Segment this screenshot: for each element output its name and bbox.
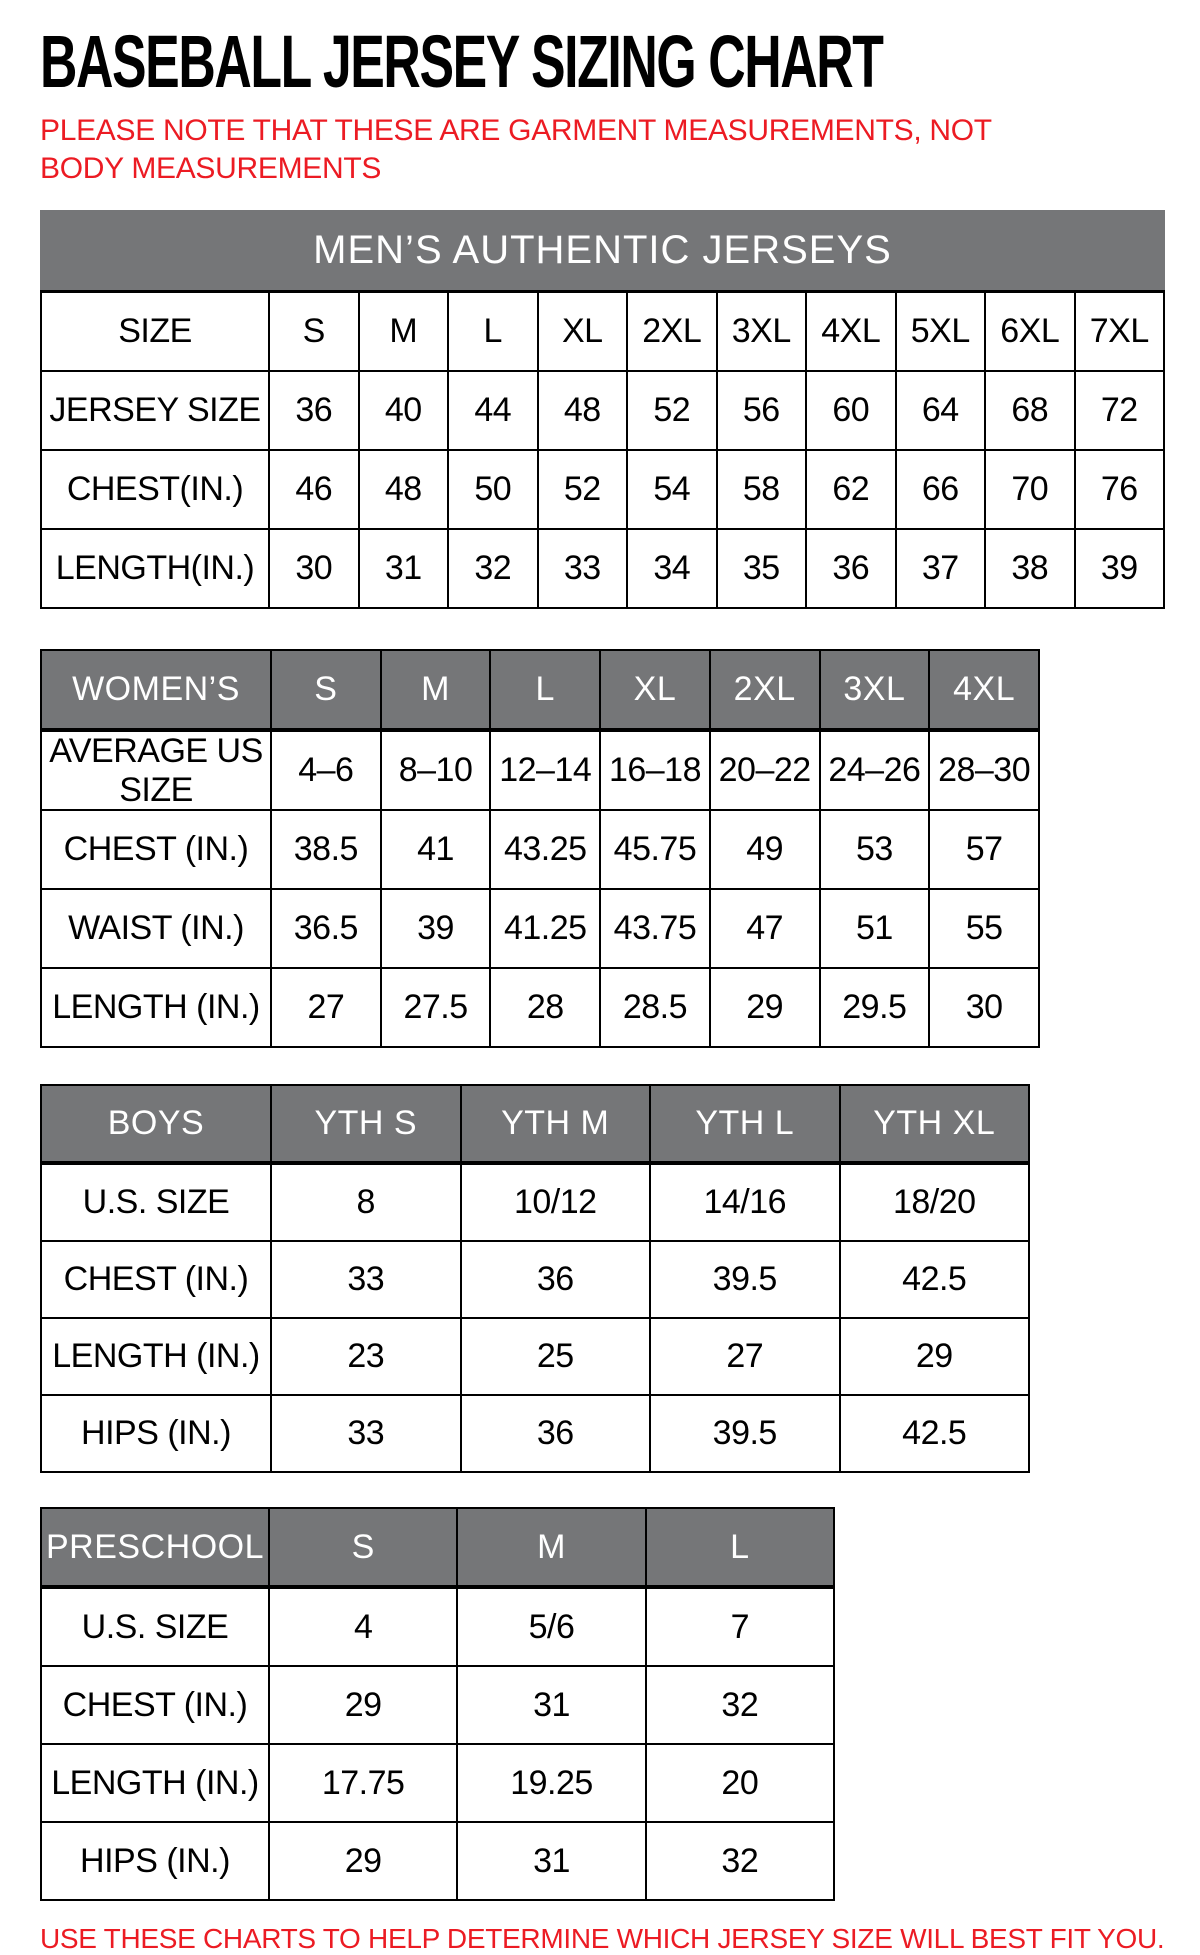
page-title-wrap (40, 20, 1180, 103)
table-cell: 27.5 (381, 968, 491, 1047)
row-label: JERSEY SIZE (41, 371, 269, 450)
row-label: CHEST(IN.) (41, 450, 269, 529)
column-header-cell: S (271, 650, 381, 730)
table-cell: 42.5 (840, 1395, 1030, 1472)
table-row (41, 1666, 834, 1744)
table-cell: 4–6 (271, 730, 381, 810)
preschool-section (40, 1507, 1180, 1901)
table-cell: 40 (359, 371, 449, 450)
table-cell: 6XL (985, 292, 1075, 372)
table-cell: 66 (896, 450, 986, 529)
table-header-row (41, 1508, 834, 1587)
table-cell: 56 (717, 371, 807, 450)
table-cell: 39 (1075, 529, 1165, 608)
table-cell: L (448, 292, 538, 372)
table-cell: 7XL (1075, 292, 1165, 372)
table-cell: 50 (448, 450, 538, 529)
womens-section (40, 649, 1180, 1048)
table-cell: 57 (929, 810, 1039, 889)
table-cell: 60 (806, 371, 896, 450)
table-cell: M (359, 292, 449, 372)
column-header-cell: L (490, 650, 600, 730)
table-cell: 31 (457, 1822, 645, 1900)
table-cell: 48 (538, 371, 628, 450)
table-cell: 33 (271, 1395, 461, 1472)
table-cell: 20–22 (710, 730, 820, 810)
table-header-row (41, 1085, 1029, 1163)
table-cell: 29 (269, 1822, 457, 1900)
table-cell: 5XL (896, 292, 986, 372)
table-row (41, 1163, 1029, 1241)
column-header-cell: L (646, 1508, 834, 1587)
table-cell: XL (538, 292, 628, 372)
table-cell: 8 (271, 1163, 461, 1241)
table-cell: 49 (710, 810, 820, 889)
womens-table (40, 649, 1040, 1048)
table-cell: 31 (457, 1666, 645, 1744)
row-label: LENGTH (IN.) (41, 968, 271, 1047)
table-cell: 34 (627, 529, 717, 608)
page-title: BASEBALL JERSEY SIZING CHART (40, 20, 883, 103)
table-row (41, 529, 1164, 608)
table-cell: 17.75 (269, 1744, 457, 1822)
table-cell: 43.75 (600, 889, 710, 968)
preschool-table (40, 1507, 835, 1901)
table-cell: 51 (820, 889, 930, 968)
column-header-cell: YTH XL (840, 1085, 1030, 1163)
table-row (41, 1744, 834, 1822)
row-label: HIPS (IN.) (41, 1395, 271, 1472)
table-cell: 14/16 (650, 1163, 840, 1241)
table-cell: 38.5 (271, 810, 381, 889)
table-cell: 31 (359, 529, 449, 608)
table-cell: 37 (896, 529, 986, 608)
table-row (41, 371, 1164, 450)
table-row (41, 1395, 1029, 1472)
mens-banner: MEN’S AUTHENTIC JERSEYS (40, 210, 1165, 290)
table-cell: 39.5 (650, 1241, 840, 1318)
table-cell: 36 (461, 1241, 651, 1318)
table-row (41, 730, 1039, 810)
table-cell: 62 (806, 450, 896, 529)
table-cell: 58 (717, 450, 807, 529)
table-cell: 76 (1075, 450, 1165, 529)
column-header-cell: M (381, 650, 491, 730)
table-cell: 2XL (627, 292, 717, 372)
row-label: LENGTH (IN.) (41, 1744, 269, 1822)
table-row (41, 1822, 834, 1900)
table-row (41, 450, 1164, 529)
table-row (41, 1587, 834, 1666)
table-cell: 38 (985, 529, 1075, 608)
table-cell: 36 (806, 529, 896, 608)
table-cell: 70 (985, 450, 1075, 529)
table-cell: 4XL (806, 292, 896, 372)
table-cell: 43.25 (490, 810, 600, 889)
table-cell: 68 (985, 371, 1075, 450)
table-cell: 42.5 (840, 1241, 1030, 1318)
table-cell: 29 (269, 1666, 457, 1744)
table-row (41, 1318, 1029, 1395)
table-cell: 30 (269, 529, 359, 608)
mens-section (40, 210, 1180, 609)
table-cell: 27 (650, 1318, 840, 1395)
table-cell: 33 (538, 529, 628, 608)
row-label: SIZE (41, 292, 269, 372)
table-cell: S (269, 292, 359, 372)
boys-section (40, 1084, 1180, 1473)
table-cell: 36.5 (271, 889, 381, 968)
table-cell: 47 (710, 889, 820, 968)
table-cell: 36 (461, 1395, 651, 1472)
row-label: AVERAGE US SIZE (41, 730, 271, 810)
column-header-cell: XL (600, 650, 710, 730)
table-cell: 18/20 (840, 1163, 1030, 1241)
table-cell: 28.5 (600, 968, 710, 1047)
table-cell: 20 (646, 1744, 834, 1822)
table-cell: 39.5 (650, 1395, 840, 1472)
row-label: PRESCHOOL (41, 1508, 269, 1587)
column-header-cell: 2XL (710, 650, 820, 730)
table-cell: 41.25 (490, 889, 600, 968)
row-label: WAIST (IN.) (41, 889, 271, 968)
table-cell: 27 (271, 968, 381, 1047)
table-cell: 25 (461, 1318, 651, 1395)
table-cell: 64 (896, 371, 986, 450)
table-row (41, 968, 1039, 1047)
table-cell: 33 (271, 1241, 461, 1318)
table-cell: 41 (381, 810, 491, 889)
table-cell: 32 (448, 529, 538, 608)
table-cell: 7 (646, 1587, 834, 1666)
table-cell: 53 (820, 810, 930, 889)
table-cell: 28–30 (929, 730, 1039, 810)
column-header-cell: YTH S (271, 1085, 461, 1163)
column-header-cell: 3XL (820, 650, 930, 730)
table-cell: 4 (269, 1587, 457, 1666)
table-cell: 52 (538, 450, 628, 529)
table-cell: 3XL (717, 292, 807, 372)
table-cell: 29 (710, 968, 820, 1047)
column-header-cell: S (269, 1508, 457, 1587)
table-cell: 24–26 (820, 730, 930, 810)
table-row (41, 889, 1039, 968)
table-cell: 10/12 (461, 1163, 651, 1241)
table-cell: 44 (448, 371, 538, 450)
table-cell: 23 (271, 1318, 461, 1395)
row-label: WOMEN’S (41, 650, 271, 730)
table-row (41, 292, 1164, 372)
table-cell: 39 (381, 889, 491, 968)
table-cell: 45.75 (600, 810, 710, 889)
table-cell: 12–14 (490, 730, 600, 810)
table-header-row (41, 650, 1039, 730)
table-cell: 29.5 (820, 968, 930, 1047)
table-row (41, 1241, 1029, 1318)
table-cell: 72 (1075, 371, 1165, 450)
garment-measurement-note: PLEASE NOTE THAT THESE ARE GARMENT MEASUREMENTS, NOT BODY MEASUREMENTS (40, 114, 992, 185)
table-cell: 19.25 (457, 1744, 645, 1822)
column-header-cell: M (457, 1508, 645, 1587)
row-label: CHEST (IN.) (41, 810, 271, 889)
boys-table (40, 1084, 1030, 1473)
table-cell: 30 (929, 968, 1039, 1047)
table-cell: 35 (717, 529, 807, 608)
row-label: LENGTH (IN.) (41, 1318, 271, 1395)
row-label: U.S. SIZE (41, 1587, 269, 1666)
table-cell: 46 (269, 450, 359, 529)
table-cell: 32 (646, 1666, 834, 1744)
table-cell: 55 (929, 889, 1039, 968)
table-cell: 54 (627, 450, 717, 529)
table-cell: 28 (490, 968, 600, 1047)
row-label: CHEST (IN.) (41, 1666, 269, 1744)
table-cell: 52 (627, 371, 717, 450)
table-cell: 36 (269, 371, 359, 450)
table-cell: 8–10 (381, 730, 491, 810)
row-label: U.S. SIZE (41, 1163, 271, 1241)
column-header-cell: 4XL (929, 650, 1039, 730)
table-cell: 48 (359, 450, 449, 529)
column-header-cell: YTH L (650, 1085, 840, 1163)
row-label: HIPS (IN.) (41, 1822, 269, 1900)
mens-table (40, 290, 1165, 609)
row-label: BOYS (41, 1085, 271, 1163)
table-cell: 16–18 (600, 730, 710, 810)
table-cell: 5/6 (457, 1587, 645, 1666)
table-cell: 32 (646, 1822, 834, 1900)
row-label: LENGTH(IN.) (41, 529, 269, 608)
fit-advice-footer: USE THESE CHARTS TO HELP DETERMINE WHICH JERSEY SIZE WILL BEST FIT YOU. (40, 1923, 1165, 1954)
row-label: CHEST (IN.) (41, 1241, 271, 1318)
column-header-cell: YTH M (461, 1085, 651, 1163)
table-row (41, 810, 1039, 889)
table-cell: 29 (840, 1318, 1030, 1395)
